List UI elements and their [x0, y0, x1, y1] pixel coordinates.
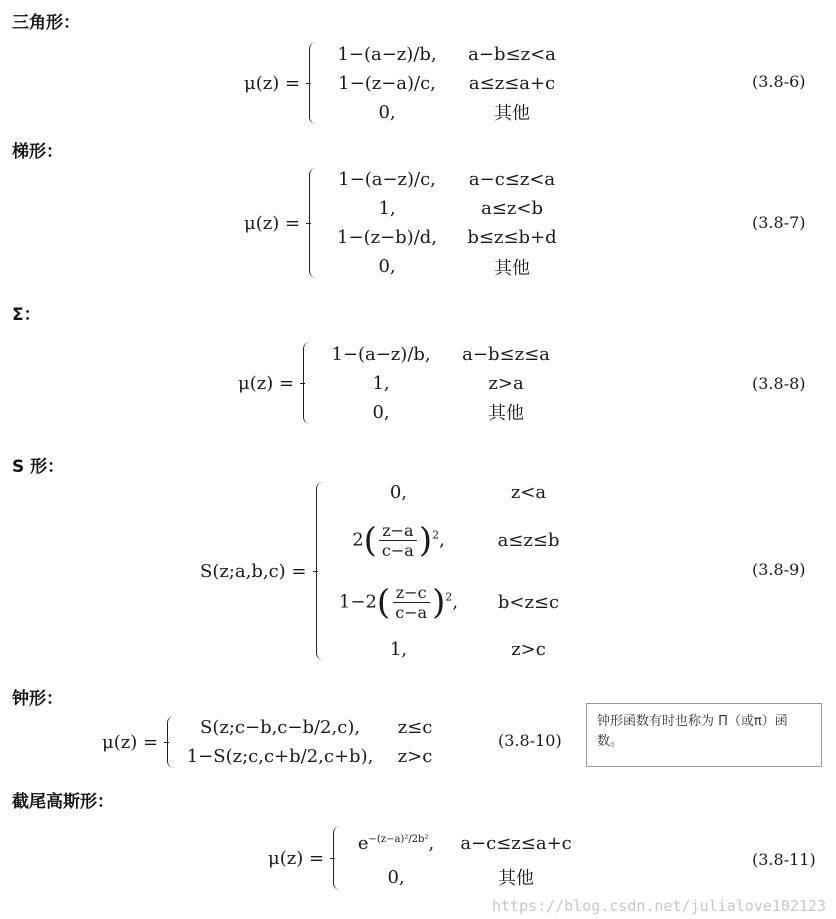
- case-row: [322, 194, 572, 223]
- cases: [316, 340, 566, 427]
- case-cond: a−c≤z<a: [468, 169, 556, 190]
- case-row: [346, 825, 586, 863]
- case-cond: a−c≤z≤a+c: [460, 833, 572, 854]
- brace-icon: [164, 712, 174, 772]
- case-row: [322, 223, 572, 252]
- case-cond: b<z≤c: [497, 591, 560, 613]
- equation-lhs: μ(z) =: [102, 731, 159, 753]
- equation-lhs: μ(z) =: [244, 212, 301, 234]
- case-expr: 1−S(z;c,c+b/2,c+b),: [186, 746, 374, 767]
- side-note: 钟形函数有时也称为 Π（或π）函数。: [586, 703, 822, 767]
- case-cond: 其他: [498, 868, 535, 889]
- watermark: https://blog.csdn.net/julialove102123: [491, 897, 826, 915]
- brace-icon: [306, 38, 316, 128]
- equation-number: (3.8-9): [752, 560, 806, 579]
- case-cond: 其他: [494, 103, 531, 124]
- fraction-numerator: z−c: [393, 583, 430, 603]
- case-row: [316, 369, 566, 398]
- case-cond: z>c: [511, 639, 546, 660]
- case-row: [329, 635, 589, 664]
- brace-icon: [306, 164, 316, 282]
- case-expr: [346, 833, 446, 854]
- equation-sigma: [238, 338, 566, 428]
- case-row: [329, 478, 589, 507]
- heading-truncated-gaussian: 截尾高斯形：: [12, 792, 114, 812]
- expr-suffix: ,: [439, 529, 445, 550]
- case-expr: 1−(z−a)/c,: [338, 72, 436, 94]
- expr-prefix: 1−2: [338, 591, 377, 612]
- equation-trapezoidal: [244, 164, 572, 282]
- heading-sigma: Σ：: [12, 305, 41, 325]
- case-row: [329, 573, 589, 631]
- case-expr: 1−(z−b)/d,: [337, 227, 438, 248]
- equation-lhs: S(z;a,b,c) =: [200, 560, 307, 582]
- case-expr: 0,: [378, 101, 396, 123]
- case-cond: b≤z≤b+d: [467, 227, 557, 248]
- right-paren-icon: ): [418, 520, 433, 560]
- case-row: [329, 511, 589, 569]
- case-expr: S(z;c−b,c−b/2,c),: [200, 717, 361, 738]
- case-expr: 1−(a−z)/b,: [331, 343, 431, 365]
- cases: [322, 165, 572, 281]
- case-row: [180, 713, 450, 742]
- cases: [322, 40, 572, 127]
- case-cond: z>a: [488, 372, 524, 394]
- case-row: [322, 98, 572, 127]
- expr-suffix: ,: [428, 833, 435, 854]
- exponent: 2: [432, 528, 440, 541]
- case-cond: a−b≤z≤a: [462, 343, 550, 365]
- equation-lhs: μ(z) =: [244, 72, 301, 94]
- case-cond: z>c: [397, 746, 433, 767]
- case-cond: z≤c: [397, 717, 433, 738]
- equation-truncated-gaussian: [268, 822, 586, 894]
- case-row: [322, 252, 572, 281]
- case-expr: [329, 521, 469, 560]
- equation-triangular: [244, 38, 572, 128]
- case-cond: 其他: [488, 403, 525, 424]
- case-row: [316, 398, 566, 427]
- left-paren-icon: (: [376, 582, 391, 622]
- left-paren-icon: (: [363, 520, 377, 560]
- equation-bell-shaped: [102, 712, 450, 772]
- case-expr: 1,: [389, 639, 408, 660]
- exponent: 2: [445, 590, 453, 603]
- exponent: −(z−a)²/2b²: [368, 834, 429, 845]
- heading-s-shaped: S 形：: [12, 457, 65, 477]
- case-cond: a≤z≤a+c: [468, 72, 556, 94]
- case-cond: a≤z<b: [481, 198, 543, 219]
- heading-bell-shaped: 钟形：: [12, 689, 63, 709]
- case-expr: 0,: [378, 256, 396, 277]
- equation-lhs: μ(z) =: [268, 847, 325, 869]
- heading-trapezoidal: 梯形：: [12, 142, 63, 162]
- case-expr: 1,: [378, 198, 396, 219]
- case-cond: 其他: [494, 257, 531, 279]
- brace-icon: [330, 822, 340, 894]
- case-row: [180, 742, 450, 771]
- expr-prefix: 2: [352, 529, 364, 550]
- case-row: [322, 165, 572, 194]
- case-cond: z<a: [510, 482, 547, 503]
- fraction-denominator: c−a: [381, 540, 414, 560]
- right-paren-icon: ): [432, 582, 446, 622]
- expr-suffix: ,: [452, 591, 459, 612]
- case-expr: 1,: [372, 372, 390, 394]
- equation-number: (3.8-8): [752, 374, 806, 393]
- fraction: [379, 521, 417, 560]
- expr-prefix: e: [357, 833, 369, 854]
- brace-icon: [300, 338, 310, 428]
- case-expr: [329, 583, 469, 622]
- case-row: [322, 69, 572, 98]
- equation-s-shaped: [200, 478, 589, 664]
- case-expr: 0,: [387, 866, 405, 888]
- equation-number: (3.8-11): [752, 850, 816, 869]
- case-expr: 0,: [389, 482, 408, 503]
- case-row: [346, 863, 586, 892]
- cases: [346, 825, 586, 892]
- fraction: [392, 583, 430, 622]
- cases: [180, 713, 450, 771]
- fraction-numerator: z−a: [379, 521, 416, 541]
- case-row: [316, 340, 566, 369]
- brace-icon: [313, 478, 323, 664]
- case-expr: 1−(a−z)/b,: [337, 43, 437, 65]
- equation-number: (3.8-6): [752, 72, 806, 91]
- case-cond: a−b≤z<a: [468, 43, 556, 65]
- fraction-denominator: c−a: [395, 602, 428, 622]
- case-expr: 0,: [372, 401, 390, 423]
- equation-lhs: μ(z) =: [238, 372, 295, 394]
- equation-number: (3.8-10): [498, 731, 562, 750]
- case-cond: a≤z≤b: [497, 529, 560, 551]
- case-expr: 1−(a−z)/c,: [338, 169, 436, 190]
- cases: [329, 478, 589, 664]
- heading-triangular: 三角形：: [12, 13, 80, 33]
- equation-number: (3.8-7): [752, 213, 806, 232]
- case-row: [322, 40, 572, 69]
